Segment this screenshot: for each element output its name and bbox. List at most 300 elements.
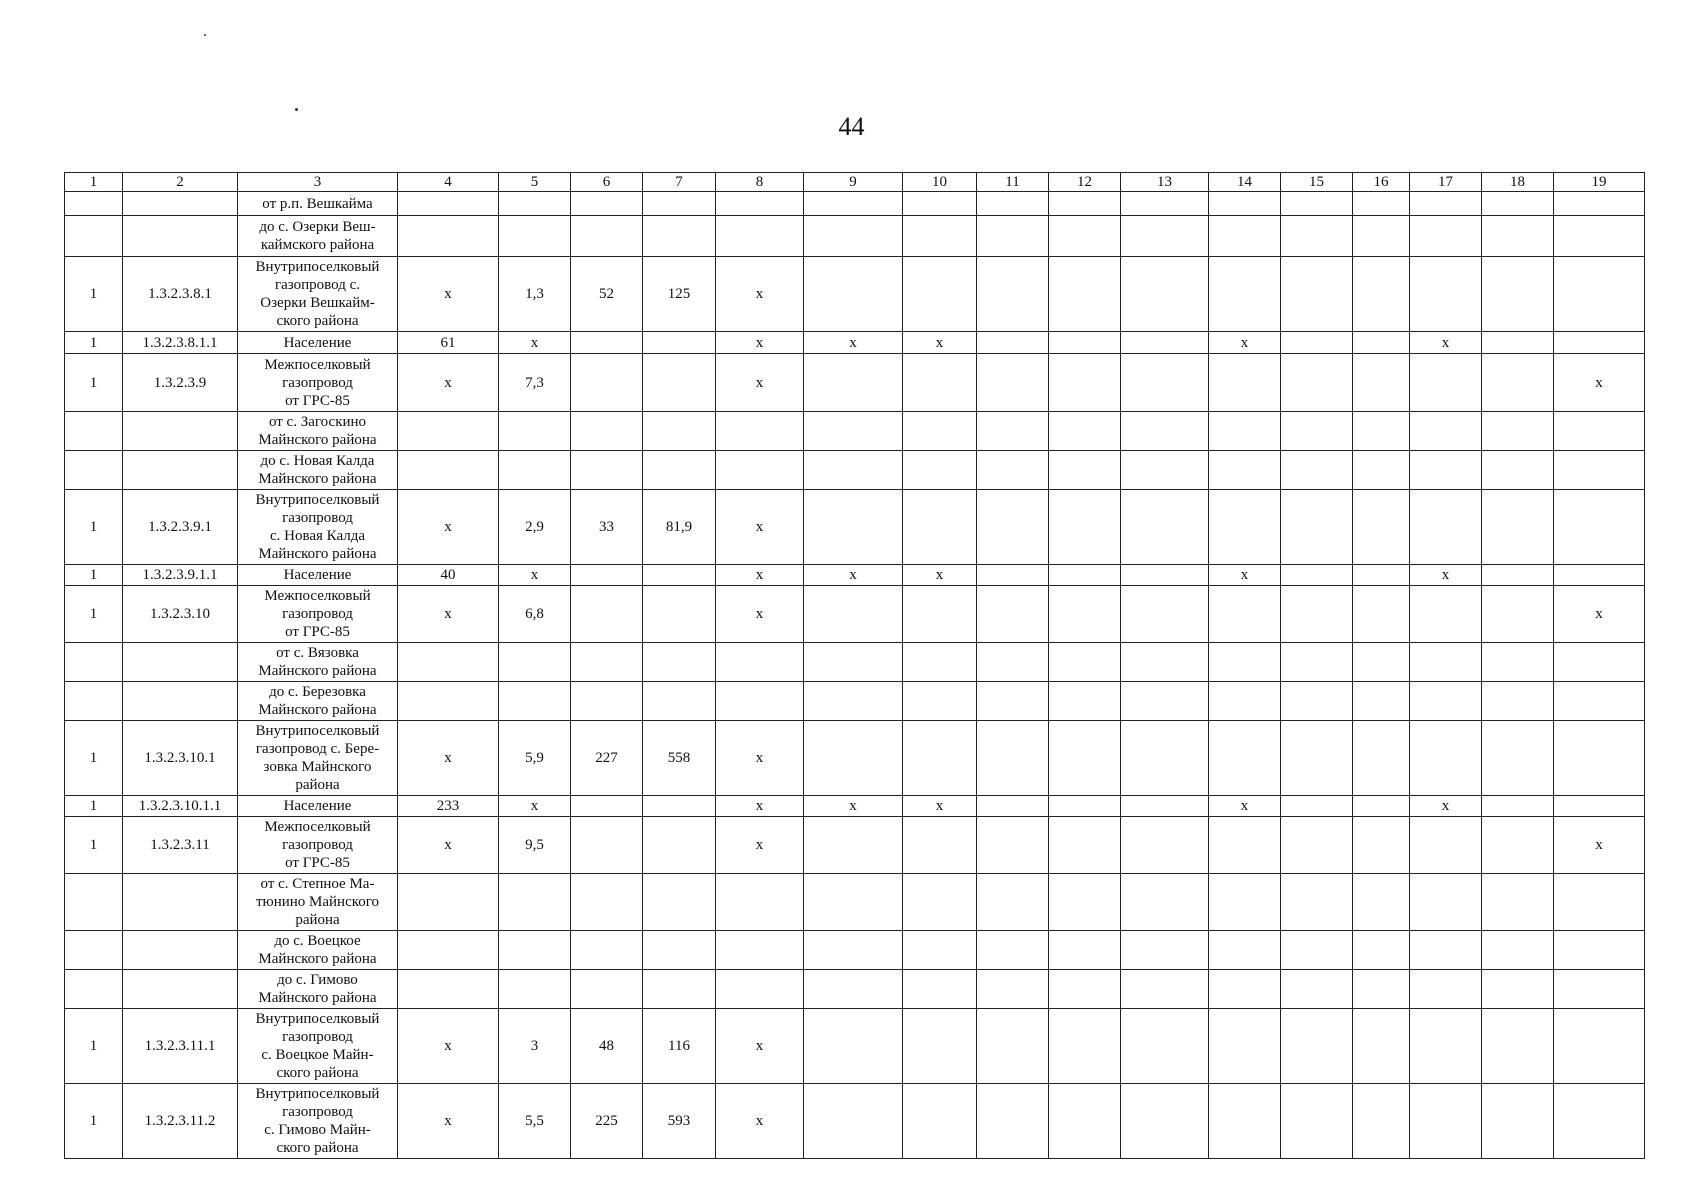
table-row [65,721,1645,796]
table-cell [1049,586,1121,643]
column-number-cell: 14 [1209,173,1281,192]
table-cell: х [398,354,499,412]
table-cell [903,721,977,796]
column-number-cell: 16 [1353,173,1410,192]
table-cell [1209,216,1281,257]
table-cell [643,451,716,490]
table-cell [643,643,716,682]
table-cell: х [398,586,499,643]
table-cell [1209,354,1281,412]
table-cell [1353,817,1410,874]
table-row [65,586,1645,643]
table-cell: х [1209,796,1281,817]
table-cell [123,216,238,257]
description-cell: Население [238,565,398,586]
table-cell: 5,9 [499,721,571,796]
table-cell [1121,721,1209,796]
table-cell [1353,451,1410,490]
table-cell [903,216,977,257]
table-cell [499,451,571,490]
table-cell [1281,796,1353,817]
description-cell: Население [238,332,398,354]
description-cell: Внутрипоселковый газопровод с. Гимово Майн- ского района [238,1084,398,1159]
table-cell [1121,796,1209,817]
table-cell [716,192,804,216]
table-cell: 227 [571,721,643,796]
description-cell: Межпоселковый газопровод от ГРС-85 [238,354,398,412]
table-row [65,216,1645,257]
table-cell [123,970,238,1009]
table-cell [1281,817,1353,874]
table-cell [1121,257,1209,332]
table-cell [398,682,499,721]
table-cell [1209,931,1281,970]
table-cell [65,192,123,216]
table-cell [1209,1009,1281,1084]
table-cell [1281,1084,1353,1159]
table-cell: 1 [65,1084,123,1159]
table-cell: 1.3.2.3.8.1 [123,257,238,332]
table-cell [643,565,716,586]
table-cell [65,931,123,970]
column-number-row [65,173,1645,192]
description-cell: от р.п. Вешкайма [238,192,398,216]
table-cell [571,643,643,682]
table-cell: х [1554,817,1645,874]
table-cell [1281,874,1353,931]
table-cell: х [398,721,499,796]
table-cell: х [903,332,977,354]
table-cell [1554,643,1645,682]
table-cell [1554,970,1645,1009]
table-cell [1281,643,1353,682]
table-cell: х [716,565,804,586]
table-cell: х [716,257,804,332]
column-number-cell: 5 [499,173,571,192]
column-number-cell: 8 [716,173,804,192]
table-cell [65,643,123,682]
table-cell [65,970,123,1009]
table-cell: х [903,565,977,586]
table-cell [1410,721,1482,796]
table-cell [398,874,499,931]
description-cell: Внутрипоселковый газопровод с. Бере- зовка Майнского района [238,721,398,796]
table-cell [1482,796,1554,817]
table-cell [1281,332,1353,354]
table-cell [716,643,804,682]
table-cell [1410,216,1482,257]
table-cell [499,682,571,721]
column-number-cell: 2 [123,173,238,192]
table-cell [398,216,499,257]
table-row [65,1084,1645,1159]
table-cell [643,931,716,970]
table-cell: х [804,565,903,586]
table-cell [1353,874,1410,931]
table-cell: 33 [571,490,643,565]
table-cell [1410,354,1482,412]
table-cell: 593 [643,1084,716,1159]
table-cell [804,817,903,874]
table-cell [977,1009,1049,1084]
table-cell: 5,5 [499,1084,571,1159]
table-cell [123,682,238,721]
table-cell [1049,451,1121,490]
table-cell: х [804,796,903,817]
table-cell [1353,970,1410,1009]
table-cell [903,682,977,721]
table-cell [1410,970,1482,1009]
table-cell [1482,643,1554,682]
table-cell [1281,192,1353,216]
table-cell [1482,931,1554,970]
table-cell [1049,817,1121,874]
table-cell: 40 [398,565,499,586]
table-cell [1121,490,1209,565]
table-cell [903,1009,977,1084]
table-cell [1482,490,1554,565]
table-cell [804,721,903,796]
table-cell: 3 [499,1009,571,1084]
table-cell [1554,721,1645,796]
table-cell [1353,257,1410,332]
table-cell [1482,451,1554,490]
table-cell [1554,332,1645,354]
table-cell: х [804,332,903,354]
table-cell [1353,721,1410,796]
table-cell [1049,332,1121,354]
table-cell [571,354,643,412]
table-cell [571,216,643,257]
table-cell [977,192,1049,216]
table-cell [571,412,643,451]
table-cell [123,412,238,451]
table-cell: х [1554,586,1645,643]
scan-speck [295,108,298,111]
table-cell [1121,586,1209,643]
table-row [65,565,1645,586]
table-cell: 6,8 [499,586,571,643]
table-row [65,817,1645,874]
column-number-cell: 15 [1281,173,1353,192]
table-cell [571,796,643,817]
table-cell [903,412,977,451]
description-cell: Внутрипоселковый газопровод с. Новая Калда Майнского района [238,490,398,565]
table-cell [1281,721,1353,796]
table-cell [1482,332,1554,354]
table-cell: х [1410,796,1482,817]
table-cell [1281,1009,1353,1084]
table-cell: х [398,490,499,565]
description-cell: до с. Новая Калда Майнского района [238,451,398,490]
table-cell [1049,257,1121,332]
table-cell: 1 [65,332,123,354]
description-cell: Внутрипоселковый газопровод с. Воецкое Майн- ского района [238,1009,398,1084]
table-cell: 1 [65,257,123,332]
table-cell [1410,192,1482,216]
description-cell: от с. Загоскино Майнского района [238,412,398,451]
table-cell [1049,931,1121,970]
table-cell [903,970,977,1009]
table-row [65,796,1645,817]
table-cell [977,682,1049,721]
table-cell [1554,1009,1645,1084]
table-cell [1121,682,1209,721]
table-row [65,354,1645,412]
table-cell [1410,817,1482,874]
table-cell: х [716,586,804,643]
table-cell [1121,970,1209,1009]
table-cell: 1 [65,490,123,565]
table-cell [1121,565,1209,586]
table-cell [1121,192,1209,216]
table-row [65,970,1645,1009]
table-cell [1554,874,1645,931]
table-cell [1410,490,1482,565]
table-cell: 1 [65,565,123,586]
table-cell [804,643,903,682]
table-cell [1049,1084,1121,1159]
column-number-cell: 18 [1482,173,1554,192]
table-cell: х [398,1084,499,1159]
table-cell [804,216,903,257]
table-cell [1353,586,1410,643]
table-cell: 61 [398,332,499,354]
table-cell: 225 [571,1084,643,1159]
table-cell [1482,257,1554,332]
table-cell [499,931,571,970]
table-cell [1209,586,1281,643]
description-cell: от с. Степное Ма- тюнино Майнского района [238,874,398,931]
table-cell [643,817,716,874]
table-cell: 1 [65,817,123,874]
table-cell [1049,192,1121,216]
table-cell: 1.3.2.3.11 [123,817,238,874]
table-row [65,412,1645,451]
table-cell [1353,682,1410,721]
table-cell [571,970,643,1009]
table-cell [643,412,716,451]
table-cell [643,192,716,216]
table-cell: х [398,257,499,332]
table-cell [571,586,643,643]
table-cell [1121,874,1209,931]
table-cell [716,931,804,970]
table-cell [804,874,903,931]
column-number-cell: 10 [903,173,977,192]
table-cell [499,192,571,216]
table-cell [1121,216,1209,257]
table-cell [977,796,1049,817]
table-cell [1482,1009,1554,1084]
table-cell [1353,796,1410,817]
table-cell [1554,257,1645,332]
table-cell [1410,586,1482,643]
table-cell [1482,721,1554,796]
table-cell [123,192,238,216]
table-cell: 1.3.2.3.10 [123,586,238,643]
table-cell [977,257,1049,332]
table-cell [1281,257,1353,332]
table-cell [1209,257,1281,332]
table-cell [1209,192,1281,216]
table-cell [123,931,238,970]
table-cell [977,354,1049,412]
table-cell: 9,5 [499,817,571,874]
table-cell [1353,931,1410,970]
table-cell: 1.3.2.3.10.1 [123,721,238,796]
table-cell [1353,216,1410,257]
table-cell [804,192,903,216]
table-cell [1353,490,1410,565]
table-cell [398,931,499,970]
table-cell [977,931,1049,970]
table-cell [804,1084,903,1159]
table-cell [1049,490,1121,565]
table-cell [1121,332,1209,354]
table-row [65,931,1645,970]
description-cell: до с. Гимово Майнского района [238,970,398,1009]
table-cell [1554,451,1645,490]
table-cell [903,643,977,682]
table-cell [1049,874,1121,931]
table-cell [123,451,238,490]
table-cell: 1.3.2.3.10.1.1 [123,796,238,817]
table-cell: х [499,565,571,586]
table-cell [1353,192,1410,216]
table-cell: х [1209,565,1281,586]
table-cell [1482,354,1554,412]
table-cell [804,257,903,332]
table-row [65,257,1645,332]
table-cell: 1.3.2.3.9.1 [123,490,238,565]
table-cell: 558 [643,721,716,796]
table-cell [1281,586,1353,643]
table-cell [1209,490,1281,565]
table-cell [1353,412,1410,451]
table-cell [804,682,903,721]
table-cell [804,586,903,643]
table-cell [716,412,804,451]
column-number-cell: 6 [571,173,643,192]
table-cell [1353,354,1410,412]
table-cell [1554,1084,1645,1159]
table-cell: 1 [65,721,123,796]
table-cell: х [716,332,804,354]
table-cell [398,412,499,451]
table-cell [1209,970,1281,1009]
column-number-cell: 13 [1121,173,1209,192]
table-cell [977,490,1049,565]
table-cell [1554,796,1645,817]
table-cell [643,354,716,412]
table-cell [1049,721,1121,796]
table-cell: 1 [65,796,123,817]
table-cell [1482,817,1554,874]
table-cell [1554,216,1645,257]
table-cell [903,817,977,874]
table-cell [1281,931,1353,970]
table-cell [643,586,716,643]
table-cell [1482,970,1554,1009]
table-cell [903,451,977,490]
table-cell [1049,970,1121,1009]
table-cell: 1,3 [499,257,571,332]
table-cell [1482,586,1554,643]
table-row [65,192,1645,216]
table-cell [1353,643,1410,682]
table-cell [1281,970,1353,1009]
table-cell [804,412,903,451]
table-cell [1410,412,1482,451]
table-cell [716,970,804,1009]
table-cell [1049,682,1121,721]
table-cell: 7,3 [499,354,571,412]
table-cell [1121,354,1209,412]
table-cell [571,192,643,216]
table-cell [398,192,499,216]
table-cell [804,931,903,970]
table-cell [499,874,571,931]
table-cell [1410,643,1482,682]
table-cell [977,970,1049,1009]
table-cell: х [716,354,804,412]
table-cell [643,216,716,257]
table-cell: х [716,817,804,874]
table-cell: х [903,796,977,817]
table-cell [1049,216,1121,257]
table-cell [804,451,903,490]
column-number-cell: 3 [238,173,398,192]
table-cell [643,970,716,1009]
table-cell [903,490,977,565]
table-cell [977,817,1049,874]
table-cell: х [1209,332,1281,354]
table-cell [716,216,804,257]
table-cell [398,451,499,490]
table-cell [1281,682,1353,721]
table-cell [903,354,977,412]
table-cell: х [1554,354,1645,412]
table-cell [1209,682,1281,721]
table-cell [903,931,977,970]
table-cell [977,721,1049,796]
column-number-cell: 19 [1554,173,1645,192]
table-cell [1209,721,1281,796]
description-cell: от с. Вязовка Майнского района [238,643,398,682]
table-cell [499,216,571,257]
table-cell: х [1410,565,1482,586]
table-cell [123,874,238,931]
table-cell [1482,874,1554,931]
table-cell [65,682,123,721]
table-cell [643,332,716,354]
table-cell [643,682,716,721]
column-number-cell: 12 [1049,173,1121,192]
table-cell: 1.3.2.3.11.1 [123,1009,238,1084]
table-cell: х [716,1084,804,1159]
table-cell [571,565,643,586]
table-cell [1121,451,1209,490]
table-cell [1482,1084,1554,1159]
table-row [65,1009,1645,1084]
table-cell: 2,9 [499,490,571,565]
table-cell [65,216,123,257]
scan-speck [204,34,206,36]
table-row [65,682,1645,721]
table-cell: х [716,1009,804,1084]
description-cell: Население [238,796,398,817]
